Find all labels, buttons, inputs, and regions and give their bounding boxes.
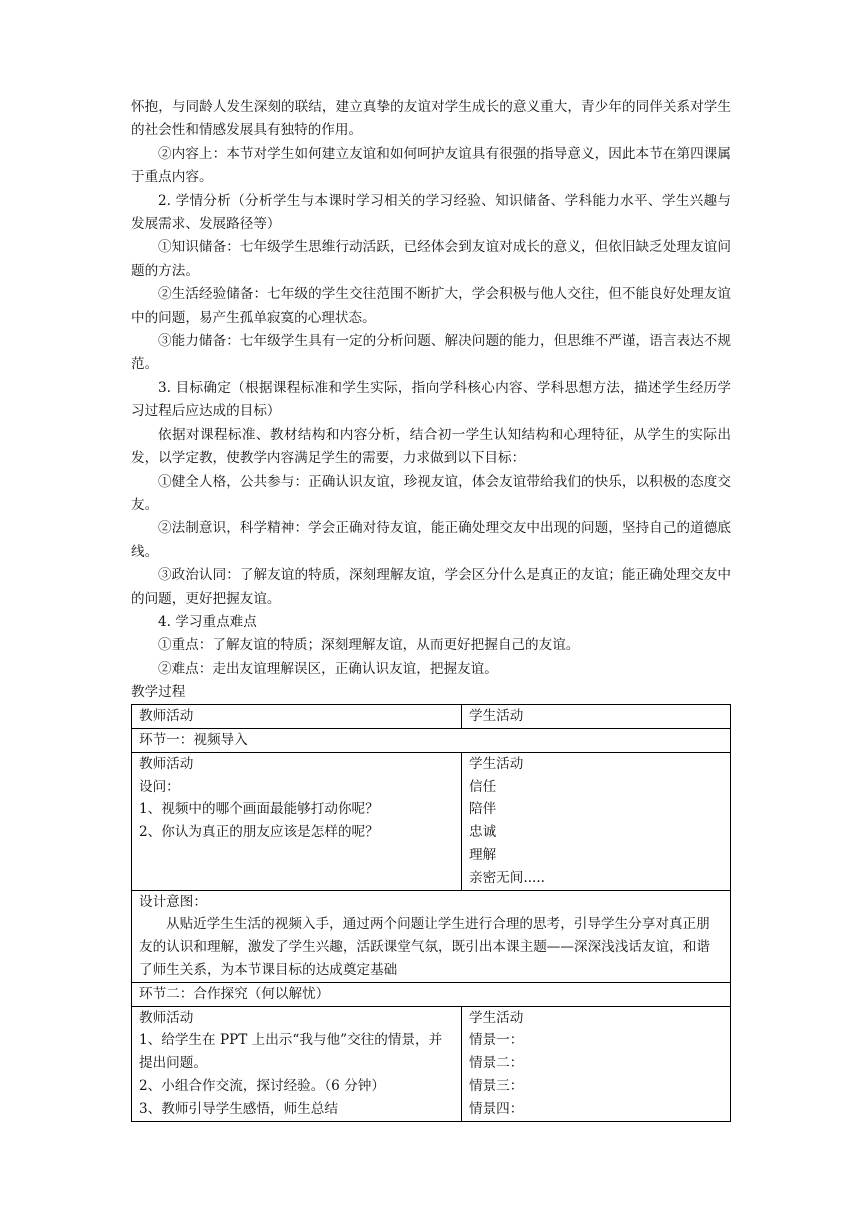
cell-line: 情景四： [469,1100,524,1117]
lesson-text [131,96,731,681]
table-caption: 教学过程 [131,684,186,701]
intent-text: 从贴近学生生活的视频入手，通过两个问题让学生进行合理的思考，引导学生分享对真正朋友的认识和理解，激发了学生兴趣，活跃课堂气氛，既引出本课主题——深深浅浅话友谊，和谐了师生关系，为本节课目标的达成奠定基础 [139,916,710,978]
section1-teacher-cell [132,752,462,890]
section2-title: 环节二：合作探究（何以解忧） [132,982,731,1006]
cell-line: 学生活动 [469,1009,524,1026]
paragraph: ①重点：了解友谊的特质；深刻理解友谊，从而更好把握自己的友谊。 [158,637,580,654]
cell-line: 1、视频中的哪个画面最能够打动你呢？ [139,801,379,818]
cell-line: 2、小组合作交流，探讨经验。（6 分钟） [139,1077,385,1094]
paragraph: 怀抱，与同龄人发生深刻的联结，建立真挚的友谊对学生成长的意义重大，青少年的同伴关系对学生的社会性和情感发展具有独特的作用。 [131,99,731,139]
section1-intent-cell [132,890,731,982]
cell-line: 3、教师引导学生感悟，师生总结 [139,1100,338,1117]
cell-line: 陪伴 [469,801,497,818]
intent-title: 设计意图： [139,893,207,910]
header-student: 学生活动 [462,705,731,729]
section1-title: 环节一：视频导入 [132,728,731,752]
cell-line: 1、给学生在 PPT 上出示“我与他”交往的情景，并提出问题。 [139,1032,443,1072]
paragraph: ③能力储备：七年级学生具有一定的分析问题、解决问题的能力，但思维不严谨，语言表达不规范。 [131,333,731,373]
section1-intent-row [132,890,731,982]
section2-title-row [132,982,731,1006]
teaching-process-table [131,704,731,1121]
cell-line: 教师活动 [139,1009,194,1026]
cell-line: 亲密无间..... [469,869,545,886]
document-body [131,96,731,1122]
cell-line: 忠诚 [469,824,497,841]
cell-line: 2、你认为真正的朋友应该是怎样的呢？ [139,824,379,841]
section1-activity-row [132,752,731,890]
cell-line: 信任 [469,778,497,795]
paragraph: ②内容上：本节对学生如何建立友谊和如何呵护友谊具有很强的指导意义，因此本节在第四课属于重点内容。 [131,145,731,186]
paragraph: ②法制意识，科学精神：学会正确对待友谊，能正确处理交友中出现的问题，坚持自己的道德底线。 [131,520,731,560]
section2-student-cell [462,1006,731,1121]
section2-teacher-cell [132,1006,462,1121]
header-teacher: 教师活动 [132,705,462,729]
cell-line: 情景三： [469,1077,524,1094]
cell-line: 学生活动 [469,755,524,772]
section1-student-cell [462,752,731,890]
paragraph: ①健全人格，公共参与：正确认识友谊，珍视友谊，体会友谊带给我们的快乐，以积极的态度交友。 [131,473,731,513]
section1-title-row [132,728,731,752]
paragraph: 依据对课程标准、教材结构和内容分析，结合初一学生认知结构和心理特征，从学生的实际出发，以学定教，使教学内容满足学生的需要，力求做到以下目标： [131,426,731,467]
cell-line: 情景二： [469,1055,524,1072]
paragraph: ①知识储备：七年级学生思维行动活跃，已经体会到友谊对成长的意义，但依旧缺乏处理友谊问题的方法。 [131,239,731,279]
section2-activity-row [132,1006,731,1121]
paragraph: 4. 学习重点难点 [158,613,257,630]
cell-line: 设问： [139,778,180,795]
paragraph: ②难点：走出友谊理解误区，正确认识友谊，把握友谊。 [158,660,498,677]
paragraph: ③政治认同：了解友谊的特质，深刻理解友谊，学会区分什么是真正的友谊；能正确处理交友中的问题，更好把握友谊。 [131,567,731,607]
cell-line: 情景一： [469,1032,524,1049]
paragraph: 2. 学情分析（分析学生与本课时学习相关的学习经验、知识储备、学科能力水平、学生兴趣与发展需求、发展路径等） [131,192,731,233]
table-header-row [132,705,731,729]
cell-line: 理解 [469,846,497,863]
paragraph: 3. 目标确定（根据课程标准和学生实际，指向学科核心内容、学科思想方法，描述学生经历学习过程后应达成的目标） [131,379,731,420]
cell-line: 教师活动 [139,755,194,772]
paragraph: ②生活经验储备：七年级的学生交往范围不断扩大，学会积极与他人交往，但不能良好处理友谊中的问题，易产生孤单寂寞的心理状态。 [131,286,731,326]
